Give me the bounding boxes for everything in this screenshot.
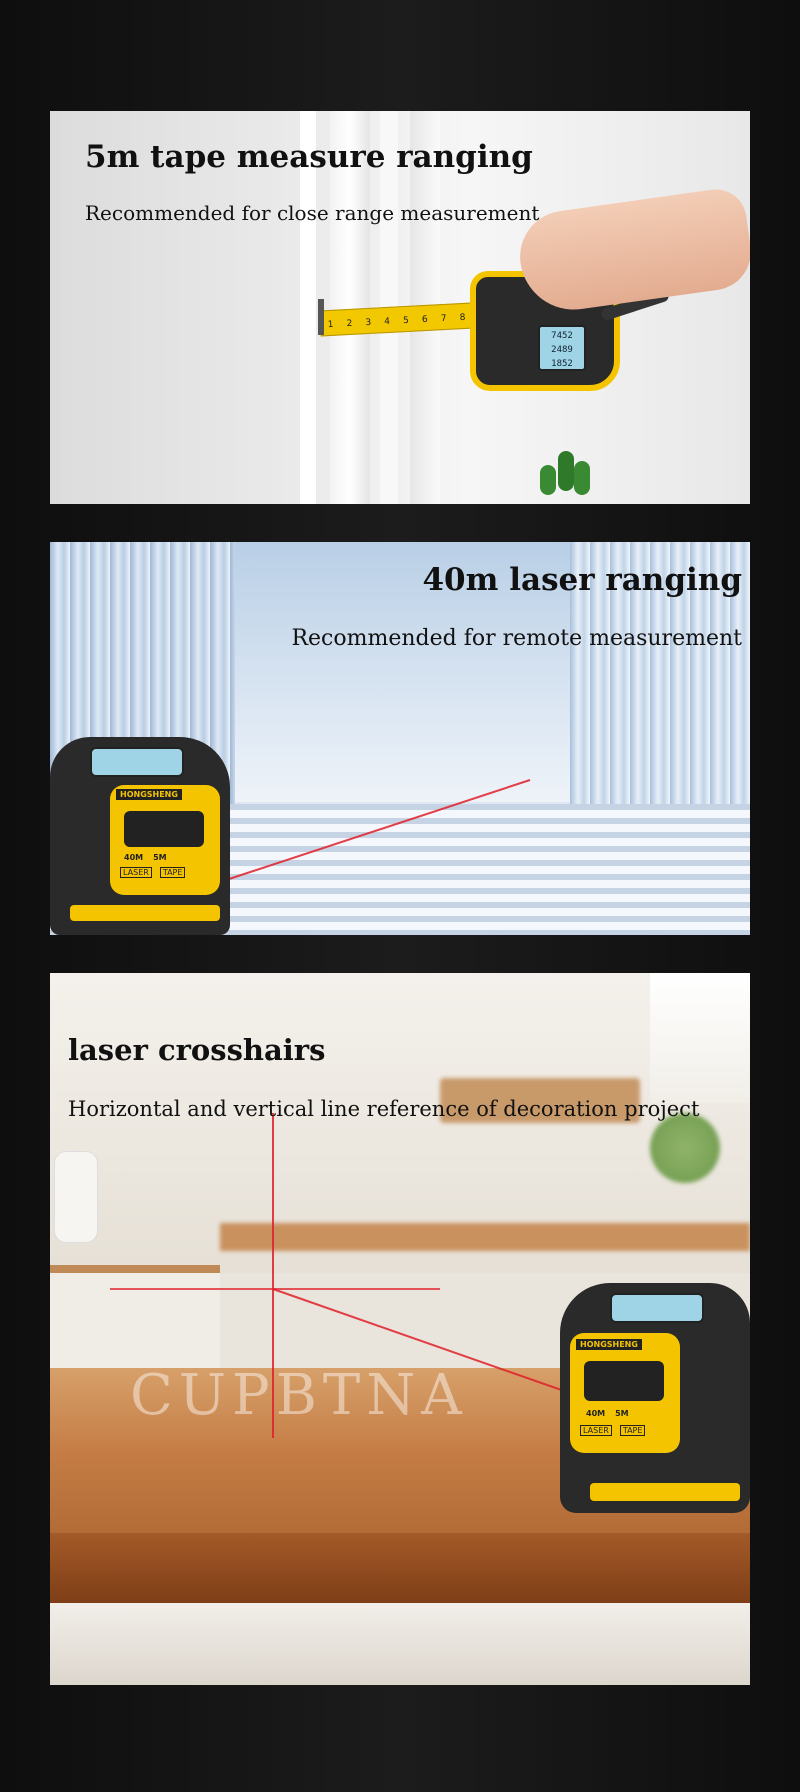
tape-blade: 1 2 3 4 5 6 7 8 <box>319 302 492 337</box>
device-screen: 7452 2489 1852 <box>538 325 586 371</box>
panel-title: 5m tape measure ranging <box>85 139 533 175</box>
label-40m: 40M <box>124 853 144 862</box>
label-40m: 40M <box>586 1409 606 1418</box>
panel-laser-crosshairs <box>50 973 750 1685</box>
watermark: CUPBTNA <box>130 1363 468 1428</box>
panel-title: 40m laser ranging <box>422 562 742 598</box>
device-faceplate <box>570 1333 680 1453</box>
laser-device <box>560 1283 750 1513</box>
panel-tape-measure <box>50 111 750 504</box>
plant <box>540 451 600 504</box>
device-brand: HONGSHENG <box>576 1339 642 1350</box>
laser-device <box>50 737 230 935</box>
device-button-panel <box>584 1361 664 1401</box>
label-5m: 5M <box>153 853 167 862</box>
device-brand: HONGSHENG <box>116 789 182 800</box>
device-faceplate <box>110 785 220 895</box>
label-5m: 5M <box>615 1409 629 1418</box>
panel-subtitle: Recommended for remote measurement <box>291 626 742 651</box>
device-button-panel <box>124 811 204 847</box>
panel-subtitle: Recommended for close range measurement <box>85 201 540 225</box>
device-base <box>590 1483 740 1501</box>
panel-subtitle: Horizontal and vertical line reference of decoration project <box>68 1097 700 1121</box>
device-base <box>70 905 220 921</box>
label-tape: TAPE <box>620 1425 646 1436</box>
device-screen <box>610 1293 704 1323</box>
device-screen <box>90 747 184 777</box>
label-tape: TAPE <box>160 867 186 878</box>
panel-title: laser crosshairs <box>68 1033 326 1067</box>
label-laser: LASER <box>580 1425 612 1436</box>
hand <box>514 185 750 316</box>
tape-hook <box>318 299 324 335</box>
label-laser: LASER <box>120 867 152 878</box>
panel-laser-ranging <box>50 542 750 935</box>
